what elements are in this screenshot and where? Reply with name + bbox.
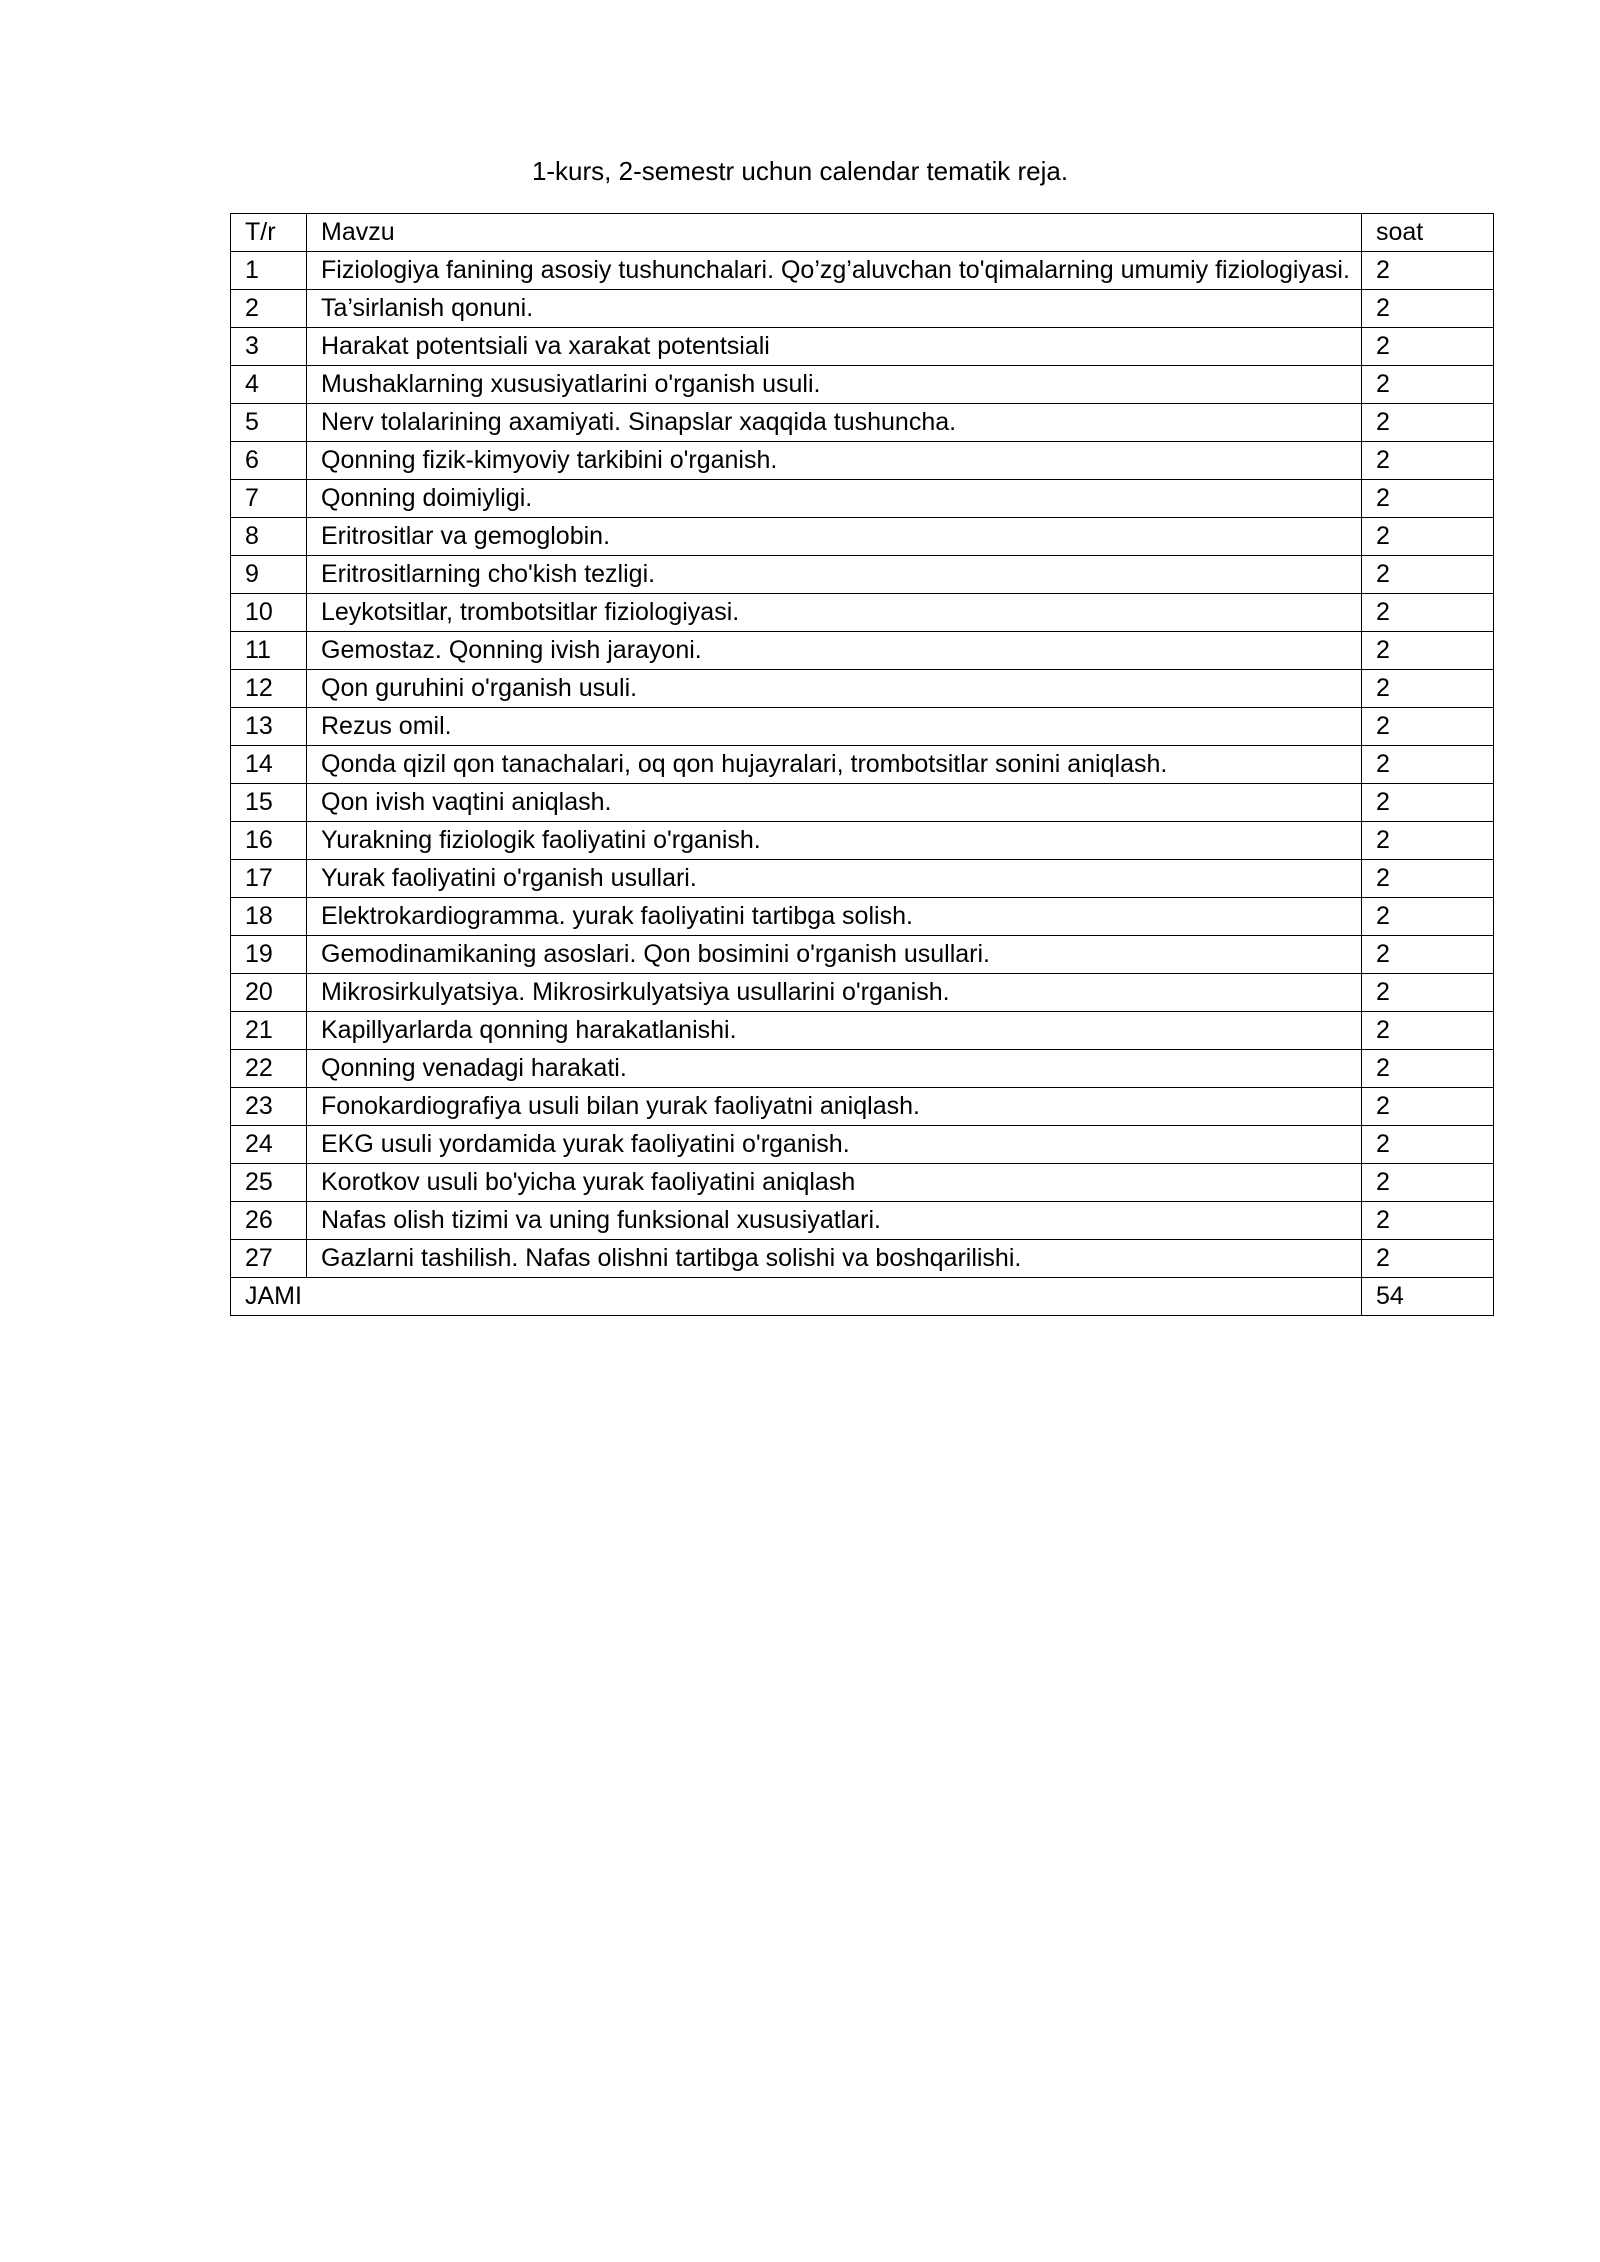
row-hours-cell: 2	[1362, 518, 1494, 556]
row-hours-cell: 2	[1362, 1050, 1494, 1088]
row-number-cell: 8	[231, 518, 307, 556]
row-topic-cell: Eritrositlar va gemoglobin.	[307, 518, 1362, 556]
table-row	[231, 366, 1494, 404]
row-number-cell: 3	[231, 328, 307, 366]
row-topic-cell: Qonning fizik-kimyoviy tarkibini o'rganish.	[307, 442, 1362, 480]
row-hours-cell: 2	[1362, 366, 1494, 404]
row-hours-cell: 2	[1362, 556, 1494, 594]
row-number-cell: 19	[231, 936, 307, 974]
row-topic-cell: Yurakning fiziologik faoliyatini o'rganish.	[307, 822, 1362, 860]
row-number-cell: 10	[231, 594, 307, 632]
row-number-cell: 5	[231, 404, 307, 442]
row-number-cell: 7	[231, 480, 307, 518]
calendar-plan-table	[230, 213, 1494, 1316]
row-number-cell: 18	[231, 898, 307, 936]
row-topic-cell: EKG usuli yordamida yurak faoliyatini o'rganish.	[307, 1126, 1362, 1164]
row-topic-cell: Gazlarni tashilish. Nafas olishni tartibga solishi va boshqarilishi.	[307, 1240, 1362, 1278]
table-row	[231, 1088, 1494, 1126]
row-hours-cell: 2	[1362, 1202, 1494, 1240]
table-row	[231, 252, 1494, 290]
row-hours-cell: 2	[1362, 328, 1494, 366]
row-number-cell: 21	[231, 1012, 307, 1050]
table-row	[231, 784, 1494, 822]
row-number-cell: 27	[231, 1240, 307, 1278]
row-hours-cell: 2	[1362, 1088, 1494, 1126]
header-topic: Mavzu	[307, 214, 1362, 252]
row-hours-cell: 2	[1362, 784, 1494, 822]
row-topic-cell: Harakat potentsiali va xarakat potentsiali	[307, 328, 1362, 366]
header-number: T/r	[231, 214, 307, 252]
page-title: 1-kurs, 2-semestr uchun calendar tematik reja.	[531, 156, 1069, 186]
row-hours-cell: 2	[1362, 1126, 1494, 1164]
table-row	[231, 480, 1494, 518]
row-topic-cell: Qonning doimiyligi.	[307, 480, 1362, 518]
table-row	[231, 1202, 1494, 1240]
row-hours-cell: 2	[1362, 670, 1494, 708]
table-row	[231, 1164, 1494, 1202]
table-row	[231, 860, 1494, 898]
row-number-cell: 4	[231, 366, 307, 404]
row-topic-cell: Fiziologiya fanining asosiy tushunchalari. Qo’zg’aluvchan to'qimalarning umumiy fiziologiyasi.	[307, 252, 1362, 290]
row-number-cell: 22	[231, 1050, 307, 1088]
table-row	[231, 556, 1494, 594]
table-header-row	[231, 214, 1494, 252]
table-row	[231, 1012, 1494, 1050]
row-number-cell: 6	[231, 442, 307, 480]
row-hours-cell: 2	[1362, 290, 1494, 328]
row-hours-cell: 2	[1362, 1012, 1494, 1050]
row-number-cell: 23	[231, 1088, 307, 1126]
table-row	[231, 1050, 1494, 1088]
row-hours-cell: 2	[1362, 252, 1494, 290]
row-topic-cell: Elektrokardiogramma. yurak faoliyatini tartibga solish.	[307, 898, 1362, 936]
row-number-cell: 16	[231, 822, 307, 860]
row-hours-cell: 2	[1362, 898, 1494, 936]
row-hours-cell: 2	[1362, 708, 1494, 746]
row-topic-cell: Ta’sirlanish qonuni.	[307, 290, 1362, 328]
table-row	[231, 1240, 1494, 1278]
table-total-row	[231, 1278, 1494, 1316]
row-topic-cell: Qonda qizil qon tanachalari, oq qon hujayralari, trombotsitlar sonini aniqlash.	[307, 746, 1362, 784]
total-label: JAMI	[231, 1278, 1362, 1316]
row-topic-cell: Mikrosirkulyatsiya. Mikrosirkulyatsiya usullarini o'rganish.	[307, 974, 1362, 1012]
table-row	[231, 822, 1494, 860]
row-topic-cell: Rezus omil.	[307, 708, 1362, 746]
row-topic-cell: Nafas olish tizimi va uning funksional xususiyatlari.	[307, 1202, 1362, 1240]
row-topic-cell: Nerv tolalarining axamiyati. Sinapslar xaqqida tushuncha.	[307, 404, 1362, 442]
table-row	[231, 1126, 1494, 1164]
table-row	[231, 328, 1494, 366]
row-number-cell: 2	[231, 290, 307, 328]
row-number-cell: 9	[231, 556, 307, 594]
row-number-cell: 11	[231, 632, 307, 670]
row-number-cell: 26	[231, 1202, 307, 1240]
row-number-cell: 24	[231, 1126, 307, 1164]
table-body	[231, 252, 1494, 1278]
row-topic-cell: Fonokardiografiya usuli bilan yurak faoliyatni aniqlash.	[307, 1088, 1362, 1126]
row-number-cell: 1	[231, 252, 307, 290]
row-hours-cell: 2	[1362, 632, 1494, 670]
row-hours-cell: 2	[1362, 594, 1494, 632]
row-number-cell: 20	[231, 974, 307, 1012]
row-topic-cell: Gemodinamikaning asoslari. Qon bosimini o'rganish usullari.	[307, 936, 1362, 974]
table-row	[231, 898, 1494, 936]
row-hours-cell: 2	[1362, 1164, 1494, 1202]
row-hours-cell: 2	[1362, 746, 1494, 784]
row-number-cell: 14	[231, 746, 307, 784]
table-row	[231, 442, 1494, 480]
row-topic-cell: Leykotsitlar, trombotsitlar fiziologiyasi.	[307, 594, 1362, 632]
header-hours: soat	[1362, 214, 1494, 252]
row-number-cell: 25	[231, 1164, 307, 1202]
row-hours-cell: 2	[1362, 822, 1494, 860]
row-topic-cell: Gemostaz. Qonning ivish jarayoni.	[307, 632, 1362, 670]
row-number-cell: 17	[231, 860, 307, 898]
row-hours-cell: 2	[1362, 936, 1494, 974]
row-topic-cell: Yurak faoliyatini o'rganish usullari.	[307, 860, 1362, 898]
row-topic-cell: Qon guruhini o'rganish usuli.	[307, 670, 1362, 708]
table-row	[231, 936, 1494, 974]
table-row	[231, 708, 1494, 746]
row-topic-cell: Eritrositlarning cho'kish tezligi.	[307, 556, 1362, 594]
row-hours-cell: 2	[1362, 442, 1494, 480]
table-row	[231, 518, 1494, 556]
table-row	[231, 746, 1494, 784]
row-hours-cell: 2	[1362, 404, 1494, 442]
table-row	[231, 290, 1494, 328]
row-hours-cell: 2	[1362, 860, 1494, 898]
total-hours: 54	[1362, 1278, 1494, 1316]
table-row	[231, 670, 1494, 708]
table-row	[231, 974, 1494, 1012]
row-topic-cell: Korotkov usuli bo'yicha yurak faoliyatini aniqlash	[307, 1164, 1362, 1202]
row-hours-cell: 2	[1362, 974, 1494, 1012]
row-topic-cell: Mushaklarning xususiyatlarini o'rganish usuli.	[307, 366, 1362, 404]
row-hours-cell: 2	[1362, 480, 1494, 518]
row-number-cell: 12	[231, 670, 307, 708]
table-row	[231, 594, 1494, 632]
table-row	[231, 404, 1494, 442]
row-number-cell: 15	[231, 784, 307, 822]
table-row	[231, 632, 1494, 670]
row-topic-cell: Kapillyarlarda qonning harakatlanishi.	[307, 1012, 1362, 1050]
row-number-cell: 13	[231, 708, 307, 746]
row-topic-cell: Qon ivish vaqtini aniqlash.	[307, 784, 1362, 822]
row-hours-cell: 2	[1362, 1240, 1494, 1278]
row-topic-cell: Qonning venadagi harakati.	[307, 1050, 1362, 1088]
